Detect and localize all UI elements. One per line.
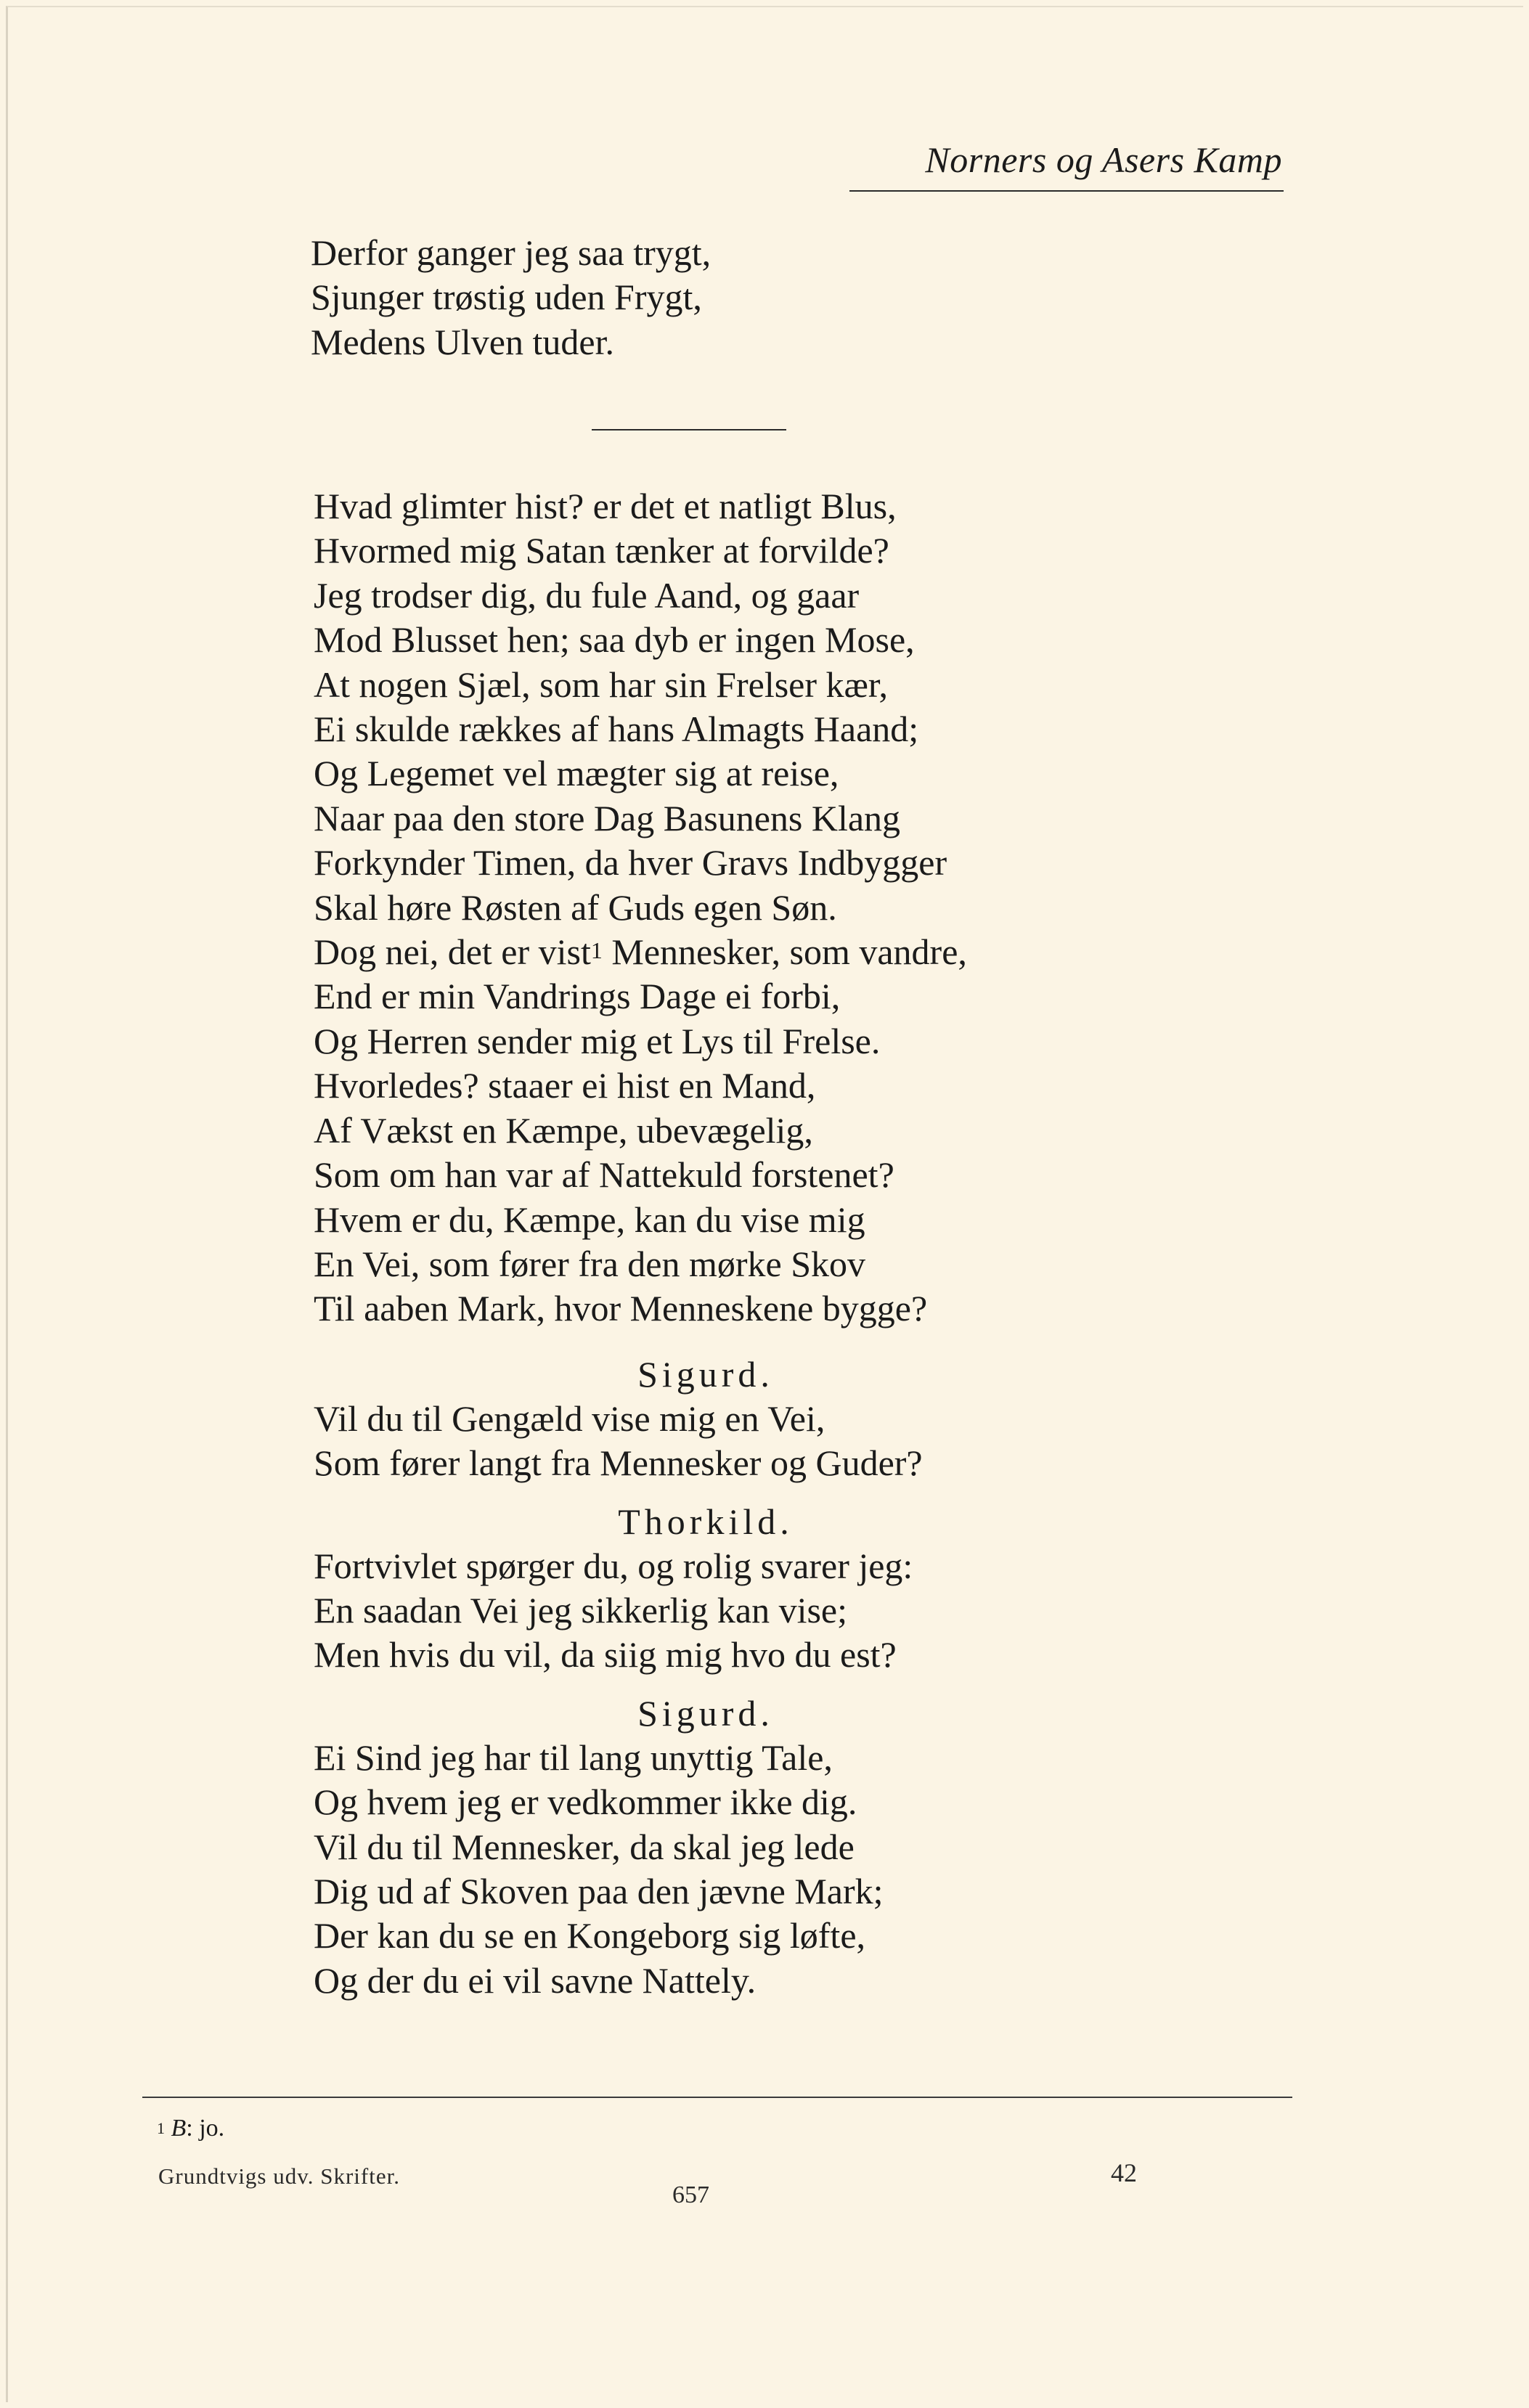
running-head-rule	[849, 190, 1284, 192]
verse-text: Mennesker, som vandre,	[602, 931, 967, 973]
speaker-name: Sigurd.	[637, 1692, 774, 1734]
footnote-text: : jo.	[186, 2115, 225, 2142]
dialogue-body	[314, 484, 1243, 2003]
verse-line: Sjunger trøstig uden Frygt,	[311, 277, 702, 318]
speaker-name: Sigurd.	[637, 1353, 774, 1395]
verse-line: Ei skulde rækkes af hans Almagts Haand;	[314, 709, 919, 750]
speaker-name: Thorkild.	[618, 1501, 794, 1542]
verse-line: Fortvivlet spørger du, og rolig svarer jeg:	[314, 1545, 913, 1586]
footnote-rule	[142, 2097, 1292, 2098]
footnote-key: B	[171, 2115, 187, 2142]
footnote-mark: 1	[157, 2119, 165, 2137]
verse-line: Skal høre Røsten af Guds egen Søn.	[314, 886, 837, 928]
verse-line: Derfor ganger jeg saa trygt,	[311, 232, 712, 273]
verse-line: Og Legemet vel mægter sig at reise,	[314, 753, 839, 794]
verse-line-with-footnote	[314, 930, 1243, 974]
verse-line: Ei Sind jeg har til lang unyttig Tale,	[314, 1736, 833, 1778]
opening-stanza	[311, 231, 711, 364]
verse-line: Vil du til Gengæld vise mig en Vei,	[314, 1397, 825, 1439]
verse-line: Jeg trodser dig, du fule Aand, og gaar	[314, 574, 860, 616]
footnote	[157, 2114, 224, 2143]
verse-line: Og hvem jeg er vedkommer ikke dig.	[314, 1781, 857, 1823]
verse-line: En Vei, som fører fra den mørke Skov	[314, 1243, 866, 1284]
verse-line: End er min Vandrings Dage ei forbi,	[314, 976, 841, 1017]
verse-line: En saadan Vei jeg sikkerlig kan vise;	[314, 1589, 848, 1630]
signature-number: 42	[1111, 2158, 1137, 2187]
verse-line: Der kan du se en Kongeborg sig løfte,	[314, 1915, 866, 1956]
verse-line: Af Vækst en Kæmpe, ubevægelig,	[314, 1109, 813, 1151]
verse-line: Forkynder Timen, da hver Gravs Indbygger	[314, 842, 947, 883]
verse-line: Naar paa den store Dag Basunens Klang	[314, 797, 901, 838]
page-number: 657	[672, 2182, 709, 2208]
verse-text: Dog nei, det er vist	[314, 931, 591, 973]
verse-line: Og der du ei vil savne Nattely.	[314, 1959, 757, 2001]
verse-line: Men hvis du vil, da siig mig hvo du est?	[314, 1634, 897, 1676]
verse-line: Hvem er du, Kæmpe, kan du vise mig	[314, 1199, 865, 1240]
verse-line: Og Herren sender mig et Lys til Frelse.	[314, 1020, 881, 1061]
verse-line: Til aaben Mark, hvor Menneskene bygge?	[314, 1288, 928, 1329]
verse-line: Vil du til Mennesker, da skal jeg lede	[314, 1826, 855, 1867]
verse-line: At nogen Sjæl, som har sin Frelser kær,	[314, 664, 889, 705]
verse-line: Mod Blusset hen; saa dyb er ingen Mose,	[314, 619, 915, 661]
verse-line: Dig ud af Skoven paa den jævne Mark;	[314, 1870, 884, 1911]
signature-line: Grundtvigs udv. Skrifter.	[158, 2163, 400, 2189]
running-head: Norners og Asers Kamp	[925, 139, 1282, 180]
verse-line: Medens Ulven tuder.	[311, 321, 614, 362]
verse-line: Hvorledes? staaer ei hist en Mand,	[314, 1065, 816, 1106]
verse-line: Som fører langt fra Mennesker og Guder?	[314, 1442, 923, 1484]
verse-line: Hvad glimter hist? er det et natligt Blus,	[314, 486, 897, 526]
footnote-reference[interactable]: 1	[590, 937, 603, 964]
section-divider	[592, 429, 786, 430]
verse-line: Hvormed mig Satan tænker at forvilde?	[314, 530, 889, 571]
verse-line: Som om han var af Nattekuld forstenet?	[314, 1154, 894, 1196]
